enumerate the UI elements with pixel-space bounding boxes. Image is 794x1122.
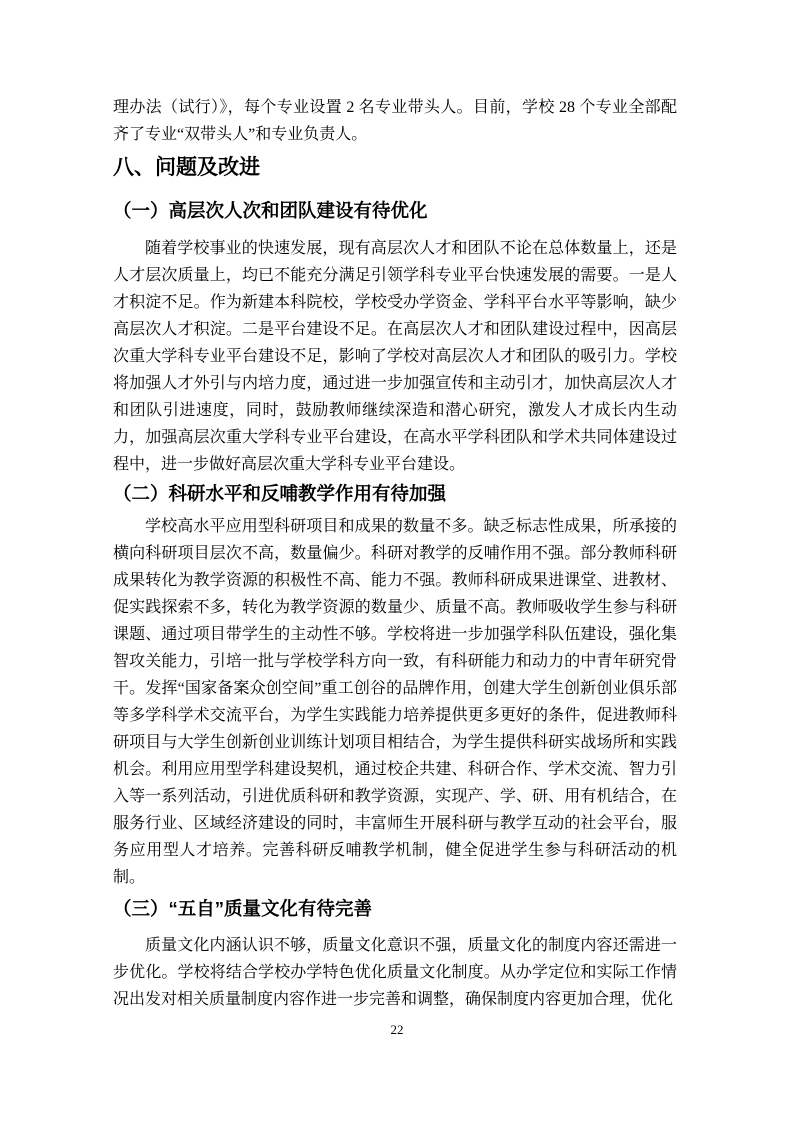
page-content [113, 94, 677, 1013]
subsection-body-1: 随着学校事业的快速发展，现有高层次人才和团队不论在总体数量上，还是人才层次质量上，均已不能充分满足引领学科专业平台快速发展的需要。一是人才积淀不足。作为新建本科院校，学校受办学资金、学科平台水平等影响，缺少高层次人才积淀。二是平台建设不足。在高层次人才和团队建设过程中，因高层次重大学科专业平台建设不足，影响了学校对高层次人才和团队的吸引力。学校将加强人才外引与内培力度，通过进一步加强宣传和主动引才，加快高层次人才和团队引进速度，同时，鼓励教师继续深造和潜心研究，激发人才成长内生动力，加强高层次重大学科专业平台建设，在高水平学科团队和学术共同体建设过程中，进一步做好高层次重大学科专业平台建设。 [113, 240, 677, 473]
subsection-heading-3: （三）“五自”质量文化有待完善 [113, 898, 373, 919]
continuation-paragraph: 理办法（试行）》，每个专业设置 2 名专业带头人。目前，学校 28 个专业全部配齐了专业“双带头人”和专业负责人。 [113, 99, 677, 143]
page-number: 22 [390, 1022, 404, 1037]
section-heading: 八、问题及改进 [113, 156, 260, 179]
subsection-body-2: 学校高水平应用型科研项目和成果的数量不多。缺乏标志性成果，所承接的横向科研项目层次不高，数量偏少。科研对教学的反哺作用不强。部分教师科研成果转化为教学资源的积极性不高、能力不强。教师科研成果进课堂、进教材、促实践探索不多，转化为教学资源的数量少、质量不高。教师吸收学生参与科研课题、通过项目带学生的主动性不够。学校将进一步加强学科队伍建设，强化集智攻关能力，引培一批与学校学科方向一致，有科研能力和动力的中青年研究骨干。发挥“国家备案众创空间”重工创谷的品牌作用，创建大学生创新创业俱乐部等多学科学术交流平台，为学生实践能力培养提供更多更好的条件，促进教师科研项目与大学生创新创业训练计划项目相结合，为学生提供科研实战场所和实践机会。利用应用型学科建设契机，通过校企共建、科研合作、学术交流、智力引入等一系列活动，引进优质科研和教学资源，实现产、学、研、用有机结合，在服务行业、区域经济建设的同时，丰富师生开展科研与教学互动的社会平台，服务应用型人才培养。完善科研反哺教学机制，健全促进学生参与科研活动的机制。 [113, 518, 677, 886]
subsection-heading-1: （一）高层次人次和团队建设有待优化 [113, 200, 428, 221]
subsection-heading-2: （二）科研水平和反哺教学作用有待加强 [113, 483, 447, 504]
subsection-body-3: 质量文化内涵认识不够，质量文化意识不强，质量文化的制度内容还需进一步优化。学校将结合学校办学特色优化质量文化制度。从办学定位和实际工作情况出发对相关质量制度内容作进一步完善和调整，确保制度内容更加合理，优化 [113, 937, 677, 1008]
